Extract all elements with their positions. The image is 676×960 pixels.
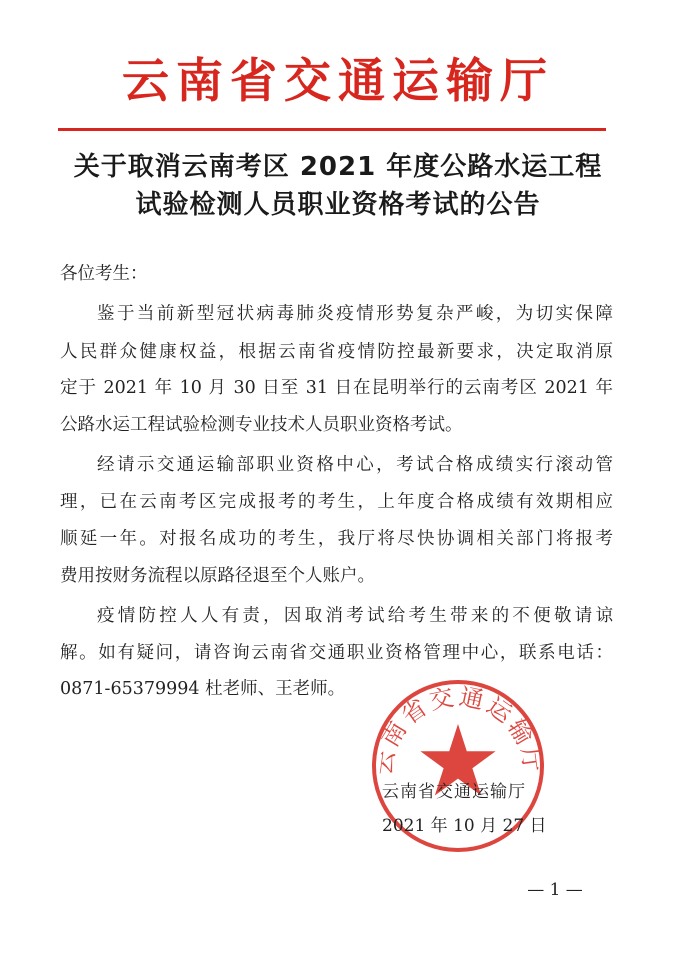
paragraph-2-line: 经请示交通运输部职业资格中心，考试合格成绩实行滚动管 <box>97 455 613 475</box>
document-title-line-1: 关于取消云南考区 2021 年度公路水运工程 <box>73 152 603 182</box>
paragraph-1-line: 公路水运工程试验检测专业技术人员职业资格考试。 <box>60 415 463 435</box>
paragraph-2-line: 费用按财务流程以原路径退至个人账户。 <box>60 566 375 586</box>
agency-masthead: 云南省交通运输厅 <box>122 54 554 109</box>
red-divider <box>58 128 606 131</box>
paragraph-1-line: 人民群众健康权益，根据云南省疫情防控最新要求，决定取消原 <box>60 342 613 362</box>
salutation: 各位考生： <box>60 264 148 284</box>
paragraph-1-line: 鉴于当前新型冠状病毒肺炎疫情形势复杂严峻，为切实保障 <box>97 304 613 324</box>
page-number: — 1 — <box>527 880 583 900</box>
paragraph-3-line: 0871-65379994 杜老师、王老师。 <box>60 679 346 699</box>
document-title-line-2: 试验检测人员职业资格考试的公告 <box>135 190 541 220</box>
paragraph-3-line: 解。如有疑问，请咨询云南省交通职业资格管理中心，联系电话： <box>60 643 613 663</box>
paragraph-1-line: 定于 2021 年 10 月 30 日至 31 日在昆明举行的云南考区 2021 年 <box>60 378 613 398</box>
paragraph-2-line: 理，已在云南考区完成报考的考生，上年度合格成绩有效期相应 <box>60 492 613 512</box>
paragraph-3-line: 疫情防控人人有责，因取消考试给考生带来的不便敬请谅 <box>97 606 613 626</box>
seal-text: 云南省交通运输厅 <box>368 682 548 777</box>
signing-unit: 云南省交通运输厅 <box>382 782 526 802</box>
signing-date: 2021 年 10 月 27 日 <box>382 816 547 836</box>
paragraph-2-line: 顺延一年。对报名成功的考生，我厅将尽快协调相关部门将报考 <box>60 529 613 549</box>
